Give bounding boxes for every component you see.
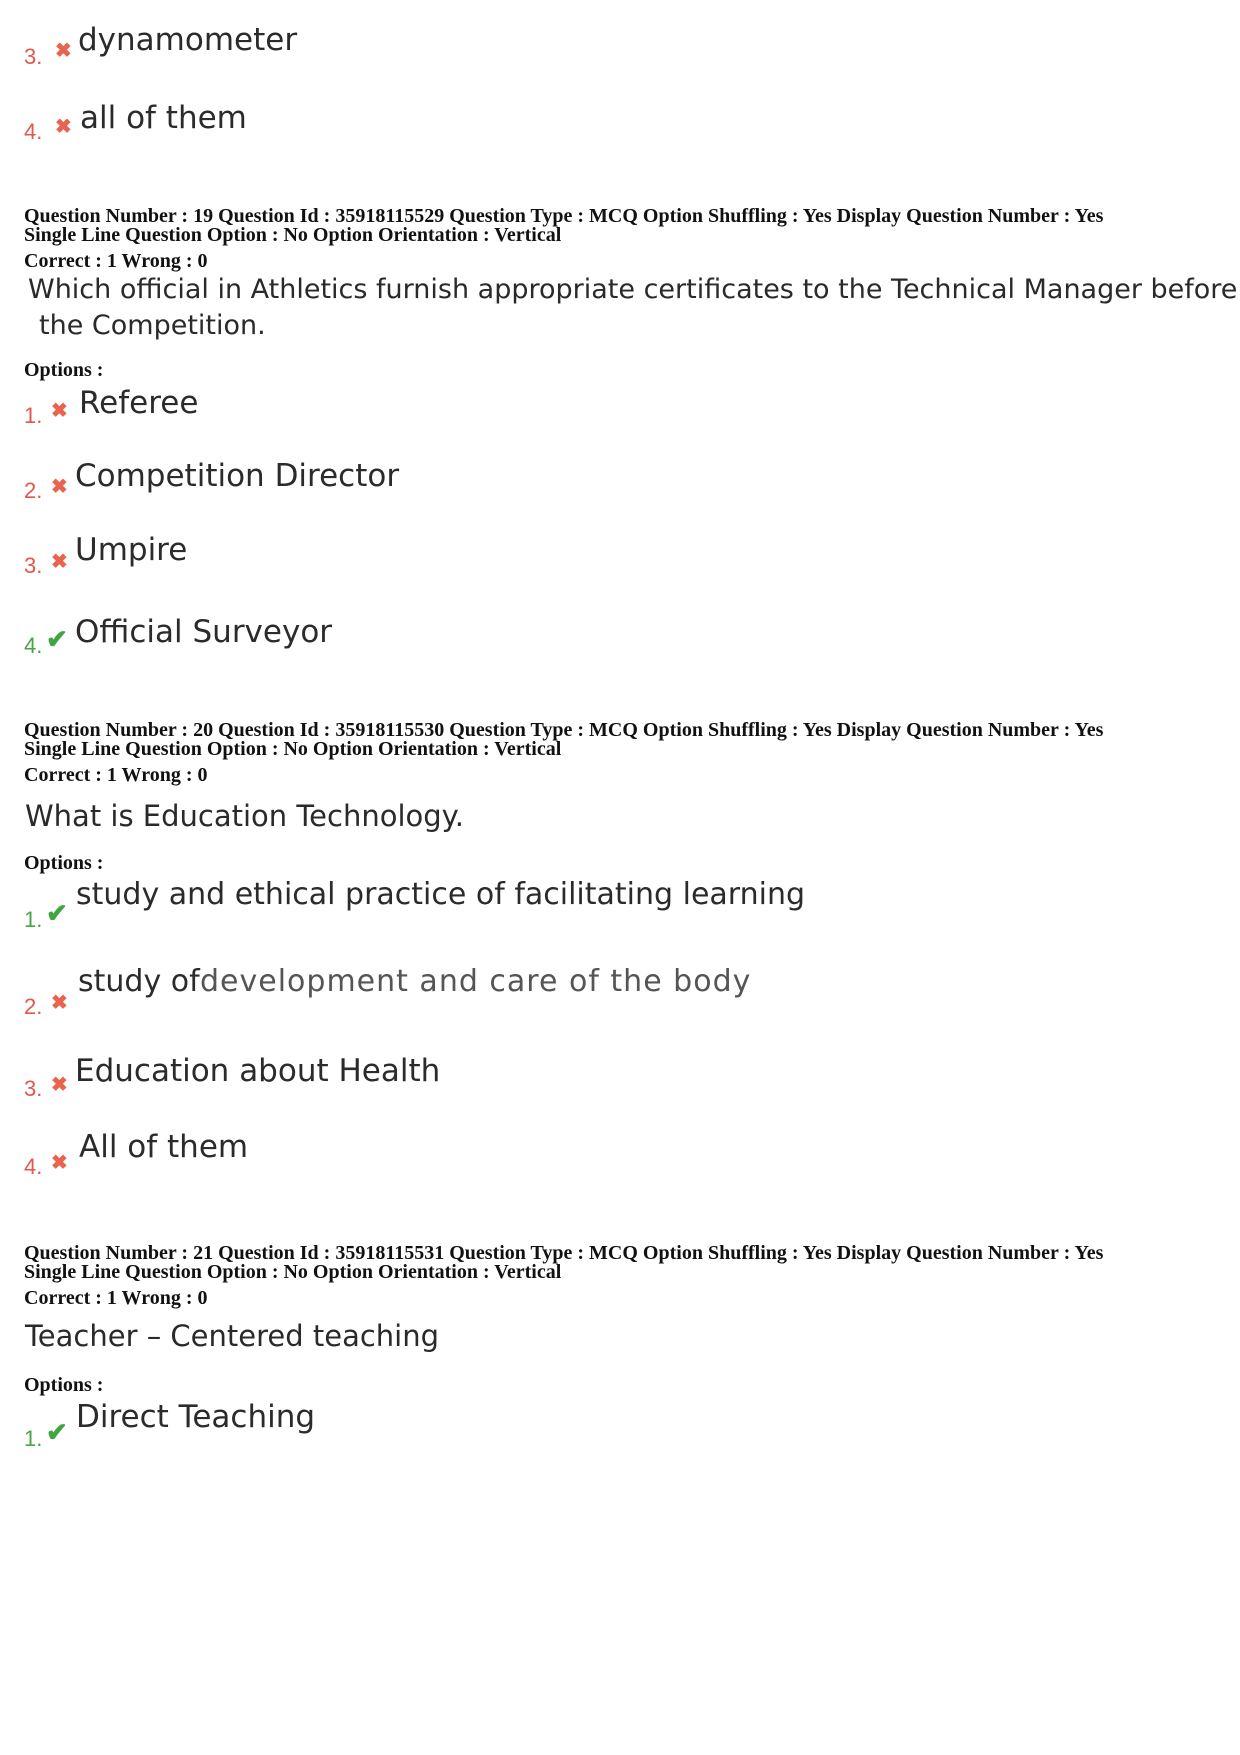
option-number: 3. <box>24 1076 43 1101</box>
options-label: Options : <box>24 852 104 874</box>
option-text: Education about Health <box>75 1053 441 1089</box>
cross-mark-icon: ✖ <box>51 1074 68 1096</box>
option-text: Competition Director <box>75 458 400 494</box>
option-number: 2. <box>24 478 43 503</box>
question-text: Teacher – Centered teaching <box>25 1319 440 1353</box>
question-meta: Question Number : 21 Question Id : 35918115531 Question Type : MCQ Option Shuffling : Yes Display Question Number : Yes <box>24 1242 1104 1264</box>
option-text: dynamometer <box>78 22 298 58</box>
question-meta: Question Number : 19 Question Id : 35918115529 Question Type : MCQ Option Shuffling : Yes Display Question Number : Yes <box>24 205 1104 227</box>
cross-mark-icon: ✖ <box>55 116 72 138</box>
cross-mark-icon: ✖ <box>51 551 68 573</box>
option-number: 4. <box>24 1154 43 1179</box>
option-text: study and ethical practice of facilitating learning <box>76 877 805 912</box>
cross-mark-icon: ✖ <box>51 476 68 498</box>
question-meta-2: Single Line Question Option : No Option Orientation : Vertical <box>24 1261 562 1283</box>
question-marks: Correct : 1 Wrong : 0 <box>24 250 208 272</box>
options-label: Options : <box>24 1374 104 1396</box>
question-meta-2: Single Line Question Option : No Option Orientation : Vertical <box>24 224 562 246</box>
option-number: 4. <box>24 633 43 658</box>
option-text-cont: development and care of the body <box>200 964 752 999</box>
question-text: Which official in Athletics furnish appropriate certificates to the Technical Manager before <box>28 274 1238 305</box>
check-mark-icon: ✔ <box>46 624 68 654</box>
question-text: What is Education Technology. <box>25 799 464 833</box>
check-mark-icon: ✔ <box>46 1417 68 1447</box>
option-text: Direct Teaching <box>76 1399 316 1435</box>
option-text: Referee <box>79 385 199 421</box>
cross-mark-icon: ✖ <box>51 992 68 1014</box>
question-meta-2: Single Line Question Option : No Option Orientation : Vertical <box>24 738 562 760</box>
option-text: All of them <box>79 1129 249 1165</box>
question-marks: Correct : 1 Wrong : 0 <box>24 764 208 786</box>
question-marks: Correct : 1 Wrong : 0 <box>24 1287 208 1309</box>
option-number: 4. <box>24 119 43 144</box>
option-number: 3. <box>24 553 43 578</box>
cross-mark-icon: ✖ <box>55 40 72 62</box>
question-text-cont: the Competition. <box>39 310 266 341</box>
option-number: 1. <box>24 907 43 932</box>
option-number: 1. <box>24 1426 43 1451</box>
option-number: 3. <box>24 44 43 69</box>
option-text: Umpire <box>75 532 188 568</box>
question-meta: Question Number : 20 Question Id : 35918115530 Question Type : MCQ Option Shuffling : Yes Display Question Number : Yes <box>24 719 1104 741</box>
check-mark-icon: ✔ <box>46 898 68 928</box>
option-number: 1. <box>24 403 43 428</box>
cross-mark-icon: ✖ <box>51 1152 68 1174</box>
options-label: Options : <box>24 359 104 381</box>
option-text: all of them <box>80 100 247 136</box>
option-text: study of <box>78 964 200 999</box>
cross-mark-icon: ✖ <box>51 400 68 422</box>
option-number: 2. <box>24 994 43 1019</box>
option-text: Official Surveyor <box>75 614 333 650</box>
